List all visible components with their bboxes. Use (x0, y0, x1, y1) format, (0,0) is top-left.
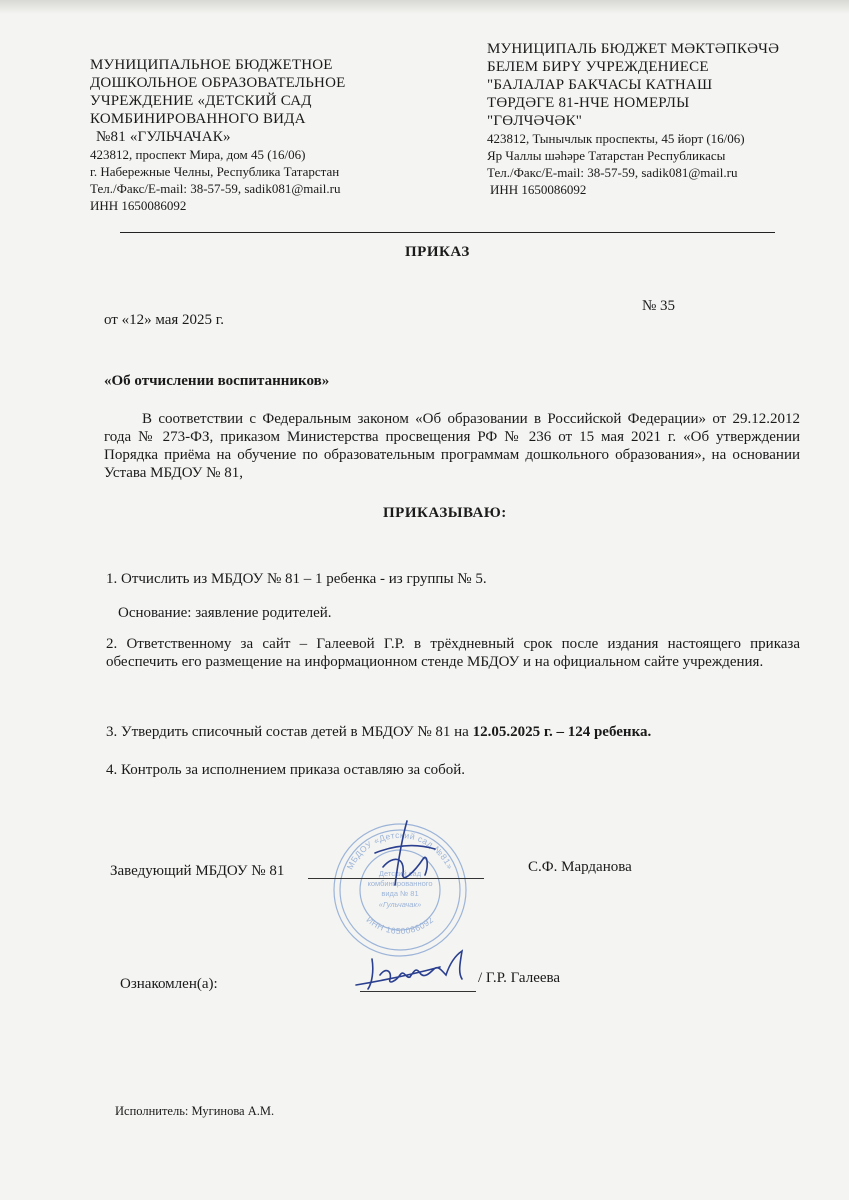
order-heading: ПРИКАЗЫВАЮ: (383, 505, 507, 521)
header-left (90, 56, 420, 214)
order-item-4: 4. Контроль за исполнением приказа оставляю за собой. (106, 762, 466, 778)
header-right-line: ТӨРДӘГЕ 81-НЧЕ НОМЕРЛЫ (487, 95, 690, 111)
seal-top-text: МБДОУ «Детский сад №81» (344, 829, 456, 872)
header-left-line: УЧРЕЖДЕНИЕ «ДЕТСКИЙ САД (90, 93, 312, 109)
header-right-line: "БАЛАЛАР БАКЧАСЫ КАТНАШ (487, 77, 713, 93)
header-left-line: КОМБИНИРОВАННОГО ВИДА (90, 111, 306, 127)
scan-edge (0, 0, 849, 14)
order-basis: Основание: заявление родителей. (118, 605, 332, 621)
document-preamble: В соответствии с Федеральным законом «Об образовании в Российской Федерации» от 29.12.2012 года № 273-ФЗ, приказом Министерства просвещения РФ № 236 от 15 мая 2021 г. «Об утверждении Порядка приёма на обучение по образовательным программам дошкольного образования», на основании Устава МБДОУ № 81, (104, 411, 800, 481)
seal-center-line: комбинированного (367, 879, 433, 888)
ack-signature-scribble (350, 945, 480, 1000)
ack-label: Ознакомлен(а): (120, 976, 218, 992)
header-right-city: Яр Чаллы шәһәре Татарстан Республикасы (487, 148, 726, 163)
header-right-address: 423812, Тынычлык проспекты, 45 йорт (16/06) (487, 131, 745, 146)
head-name: С.Ф. Марданова (528, 859, 632, 875)
seal-center-line: вида № 81 (381, 889, 419, 898)
order-item-1: 1. Отчислить из МБДОУ № 81 – 1 ребенка - из группы № 5. (106, 571, 487, 587)
document-subject: «Об отчислении воспитанников» (104, 373, 330, 389)
svg-text:ИНН 1650086092 (365, 914, 436, 936)
header-right-line: МУНИЦИПАЛЬ БЮДЖЕТ МӘКТӘПКӘЧӘ (487, 41, 780, 57)
header-left-line: ДОШКОЛЬНОЕ ОБРАЗОВАТЕЛЬНОЕ (90, 75, 346, 91)
header-left-city: г. Набережные Челны, Республика Татарстан (90, 164, 340, 179)
header-right-line: БЕЛЕМ БИРҮ УЧРЕЖДЕНИЕСЕ (487, 59, 709, 75)
document-date: от «12» мая 2025 г. (104, 312, 225, 328)
seal-bottom-text: ИНН 1650086092 (364, 914, 436, 937)
header-right (487, 40, 807, 198)
order-item-3-text: 3. Утвердить списочный состав детей в МБДОУ № 81 на (106, 724, 473, 740)
document-number: № 35 (642, 298, 676, 314)
header-left-line: МУНИЦИПАЛЬНОЕ БЮДЖЕТНОЕ (90, 57, 333, 73)
header-left-address: 423812, проспект Мира, дом 45 (16/06) (90, 147, 306, 162)
header-left-line: №81 «ГУЛЬЧАЧАК» (96, 129, 231, 145)
header-right-inn: ИНН 1650086092 (490, 182, 587, 197)
header-right-line: "ГӨЛЧӘЧӘК" (487, 113, 583, 129)
ack-name: / Г.Р. Галеева (478, 970, 561, 986)
order-item-3-bold: 12.05.2025 г. – 124 ребенка. (472, 724, 652, 740)
seal-center-line: «Гульчачак» (378, 900, 422, 909)
header-divider (120, 232, 775, 233)
order-item-2: 2. Ответственному за сайт – Галеевой Г.Р. в трёхдневный срок после издания настоящего приказа обеспечить его размещение на информационном стенде МБДОУ и на официальном сайте учреждения. (106, 636, 800, 670)
header-right-contacts: Тел./Факс/E-mail: 38-57-59, sadik081@mail.ru (487, 165, 738, 180)
header-left-inn: ИНН 1650086092 (90, 198, 187, 213)
executor-line: Исполнитель: Мугинова А.М. (115, 1104, 275, 1118)
order-item-3 (106, 723, 651, 741)
header-left-contacts: Тел./Факс/E-mail: 38-57-59, sadik081@mail.ru (90, 181, 341, 196)
seal-center-line: Детский сад (378, 869, 422, 878)
document-title: ПРИКАЗ (405, 244, 470, 260)
head-signature-scribble (355, 815, 445, 895)
head-signature-label: Заведующий МБДОУ № 81 (110, 863, 285, 879)
